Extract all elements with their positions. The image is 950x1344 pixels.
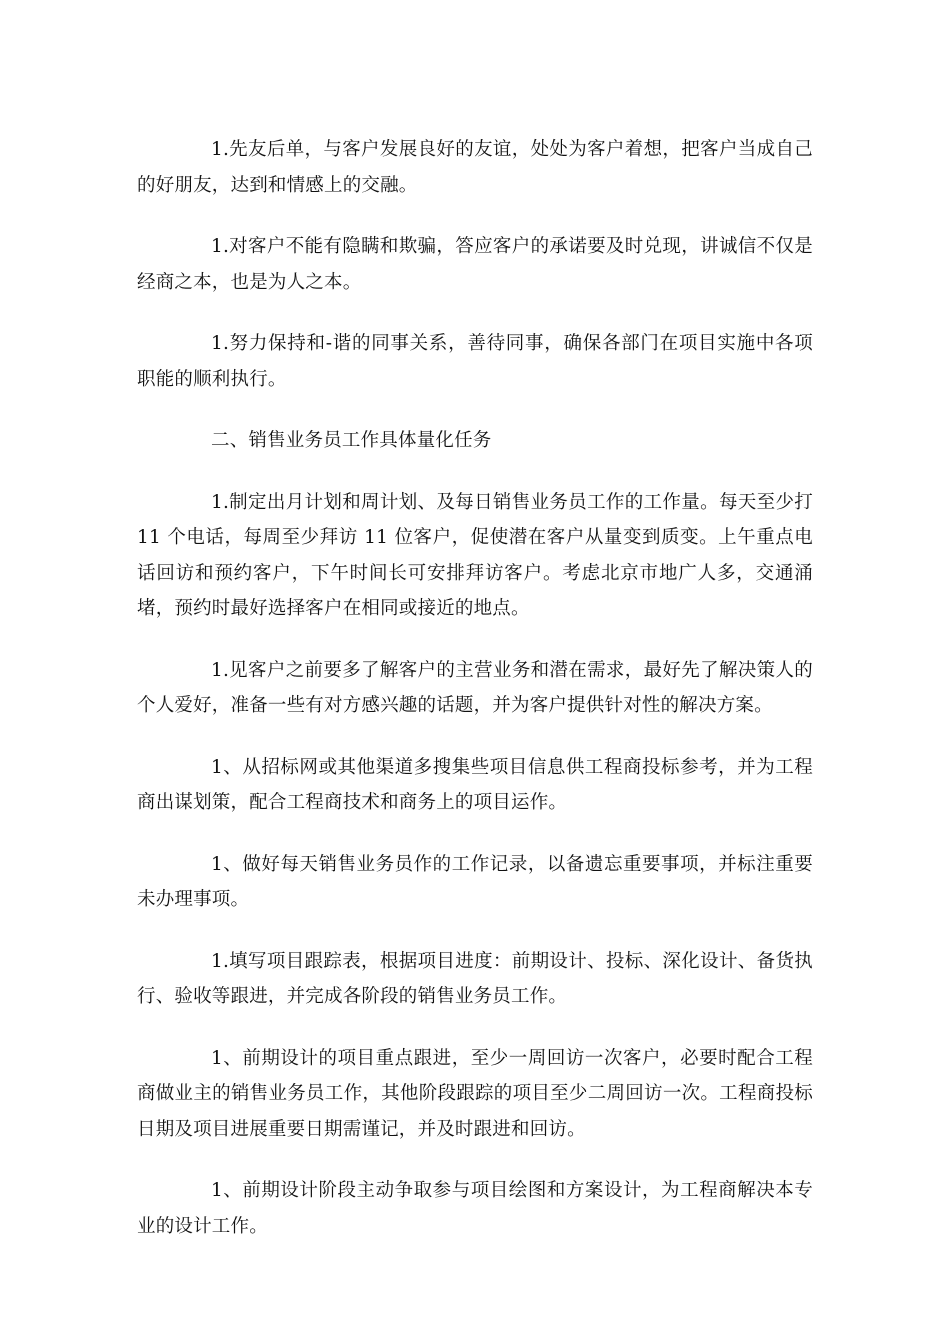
paragraph-9: 1、前期设计的项目重点跟进，至少一周回访一次客户，必要时配合工程商做业主的销售业务员工作，其他阶段跟踪的项目至少二周回访一次。工程商投标日期及项目进展重要日期需谨记，并及时跟进和回访。 [137, 1047, 813, 1140]
document-body [137, 132, 813, 1270]
paragraph-4: 1.制定出月计划和周计划、及每日销售业务员工作的工作量。每天至少打 11 个电话，每周至少拜访 11 位客户，促使潜在客户从量变到质变。上午重点电话回访和预约客户，下午时间长可安排拜访客户。考虑北京市地广人多，交通涌堵，预约时最好选择客户在相同或接近的地点。 [137, 491, 813, 619]
paragraph-5: 1.见客户之前要多了解客户的主营业务和潜在需求，最好先了解决策人的个人爱好，准备一些有对方感兴趣的话题，并为客户提供针对性的解决方案。 [137, 659, 813, 716]
paragraph-2: 1.对客户不能有隐瞒和欺骗，答应客户的承诺要及时兑现，讲诚信不仅是经商之本，也是为人之本。 [137, 236, 813, 293]
paragraph-3: 1.努力保持和-谐的同事关系，善待同事，确保各部门在项目实施中各项职能的顺利执行。 [137, 333, 813, 390]
paragraph-1: 1.先友后单，与客户发展良好的友谊，处处为客户着想，把客户当成自己的好朋友，达到和情感上的交融。 [137, 139, 813, 196]
section-heading: 二、销售业务员工作具体量化任务 [211, 430, 492, 451]
paragraph-7: 1、做好每天销售业务员作的工作记录，以备遗忘重要事项，并标注重要未办理事项。 [137, 853, 813, 910]
paragraph-8: 1.填写项目跟踪表，根据项目进度：前期设计、投标、深化设计、备货执行、验收等跟进，并完成各阶段的销售业务员工作。 [137, 950, 813, 1007]
paragraph-6: 1、从招标网或其他渠道多搜集些项目信息供工程商投标参考，并为工程商出谋划策，配合工程商技术和商务上的项目运作。 [137, 756, 813, 813]
paragraph-10: 1、前期设计阶段主动争取参与项目绘图和方案设计，为工程商解决本专业的设计工作。 [137, 1180, 813, 1237]
